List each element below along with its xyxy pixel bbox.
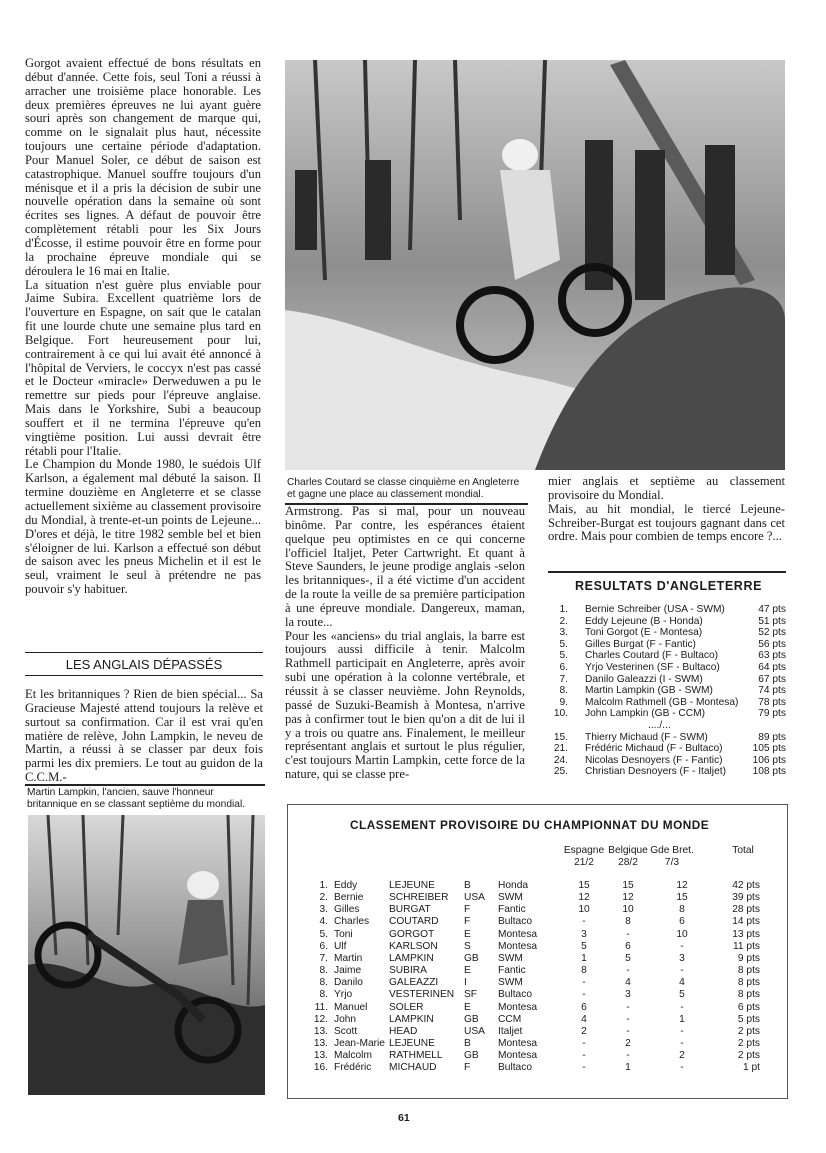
results-rank: 8.: [559, 685, 568, 697]
results-name: Toni Gorgot (E - Montesa): [585, 627, 703, 639]
result-spain: -: [582, 916, 586, 928]
rider-last-name: LEJEUNE: [389, 880, 435, 891]
result-britain: 10: [676, 928, 688, 940]
result-belgium: 2: [625, 1037, 631, 1049]
result-belgium: 4: [625, 977, 631, 989]
column-header-date: 7/3: [664, 856, 680, 868]
result-britain: 15: [676, 892, 688, 904]
results-rank: 7.: [559, 673, 568, 685]
result-spain: -: [582, 1050, 586, 1062]
result-britain: -: [680, 940, 684, 952]
standings-total: 6 pts: [737, 1001, 760, 1013]
results-points: 56 pts: [758, 638, 786, 650]
rider-nationality: F: [464, 1062, 471, 1074]
rider-last-name: COUTARD: [389, 916, 439, 928]
paragraph: Le Champion du Monde 1980, le suédois Ulf Karlson, a également mal débuté la saison. Il termine douzième en Angleterre et se classe actuellement sixième au classement provisoire du Mondial, à trente-et-un points de Lejeune... D'ores et déjà, le titre 1982 semble bel et bien s'éloigner de lui. Karlson a effectué son début de saison avec les pneus Michelin et il est le seul, vraiment le seul à prétendre ne pas pouvoir s'y habituer.: [25, 457, 261, 597]
rider-last-name: MICHAUD: [389, 1062, 437, 1074]
rider-last-name: RATHMELL: [389, 1050, 443, 1062]
result-spain: 12: [578, 892, 590, 904]
result-britain: -: [680, 1037, 684, 1049]
result-belgium: 8: [625, 916, 631, 928]
column-header-label: Total: [732, 845, 754, 856]
results-name: Gilles Burgat (F - Fantic): [585, 638, 696, 650]
standings-position: 11.: [314, 1001, 328, 1013]
results-name: Martin Lampkin (GB - SWM): [585, 685, 713, 697]
result-spain: 8: [581, 965, 587, 977]
results-rank: 9.: [559, 696, 568, 708]
standings-position: 13.: [313, 1037, 328, 1049]
results-row: [548, 755, 786, 767]
rider-make: SWM: [498, 892, 523, 904]
results-name: Frédéric Michaud (F - Bultaco): [585, 743, 723, 755]
results-rank: 1.: [559, 604, 568, 615]
rider-first-name: Gilles: [334, 904, 360, 916]
standings-total: 8 pts: [737, 989, 760, 1001]
results-row: [548, 720, 786, 732]
result-spain: 5: [581, 940, 587, 952]
standings-row: [288, 1002, 787, 1014]
column-header-label: Belgique: [608, 845, 648, 856]
rider-make: Honda: [498, 880, 529, 891]
results-name: Thierry Michaud (F - SWM): [585, 731, 708, 743]
result-britain: 1: [679, 1013, 685, 1025]
result-spain: 15: [578, 880, 590, 891]
rider-first-name: John: [334, 1013, 357, 1025]
rider-first-name: Bernie: [334, 892, 364, 904]
rider-first-name: Danilo: [334, 977, 363, 989]
paragraph: Et les britanniques ? Rien de bien spécial... Sa Gracieuse Majesté attend toujours la relève et surtout sa confirmation. Car il est vrai qu'en matière de relève, John Lampkin, le neveu de Martin, a réussi à se classer par deux fois parmi les dix premiers. Le tout au guidon de la C.C.M.-: [25, 687, 263, 785]
column-header-label: Espagne: [563, 845, 605, 856]
results-points: 64 pts: [758, 661, 786, 673]
results-list: [548, 604, 786, 778]
rider-nationality: B: [464, 880, 471, 891]
standings-position: 4.: [319, 916, 328, 928]
rider-make: Fantic: [498, 965, 526, 977]
results-row: [548, 650, 786, 662]
results-ellipsis: ..../...: [648, 719, 671, 731]
rider-first-name: Scott: [334, 1025, 358, 1037]
rider-make: Montesa: [498, 940, 538, 952]
results-points: 47 pts: [758, 604, 786, 615]
rider-nationality: E: [464, 928, 471, 940]
results-points: 52 pts: [758, 627, 786, 639]
photo-martin-lampkin: [28, 815, 265, 1095]
standings-total: 9 pts: [737, 952, 760, 964]
rider-last-name: VESTERINEN: [389, 989, 455, 1001]
results-row: [548, 627, 786, 639]
result-belgium: 6: [625, 940, 631, 952]
result-spain: 10: [578, 904, 590, 916]
rider-last-name: KARLSON: [389, 940, 438, 952]
result-spain: -: [582, 1062, 586, 1074]
result-belgium: 15: [622, 880, 634, 891]
standings-position: 1.: [319, 880, 328, 891]
paragraph: mier anglais et septième au classement provisoire du Mondial.: [548, 474, 785, 502]
results-points: 74 pts: [758, 685, 786, 697]
standings-position: 12.: [313, 1013, 328, 1025]
results-name: Nicolas Desnoyers (F - Fantic): [585, 754, 723, 766]
rider-last-name: LAMPKIN: [389, 1013, 434, 1025]
standings-row: [288, 977, 787, 989]
result-belgium: 10: [622, 904, 634, 916]
result-spain: 1: [581, 952, 587, 964]
rider-last-name: SOLER: [389, 1001, 424, 1013]
result-britain: 12: [676, 880, 688, 891]
rider-nationality: F: [464, 904, 471, 916]
rider-make: Bultaco: [498, 1062, 532, 1074]
rider-last-name: SCHREIBER: [389, 892, 449, 904]
result-britain: 5: [679, 989, 685, 1001]
results-rank: 25.: [553, 766, 568, 778]
result-spain: -: [582, 977, 586, 989]
result-britain: -: [680, 1025, 684, 1037]
rider-make: Montesa: [498, 1001, 538, 1013]
standings-total: 8 pts: [737, 977, 760, 989]
standings-row: [288, 892, 787, 904]
results-rank: 10.: [553, 708, 568, 720]
standings-column-header: [713, 845, 773, 857]
column-3-text: [548, 475, 785, 544]
photo-charles-coutard: [285, 60, 785, 470]
rider-last-name: SUBIRA: [389, 965, 427, 977]
standings-total: 1 pt: [743, 1062, 760, 1074]
standings-position: 6.: [319, 940, 328, 952]
rider-make: Bultaco: [498, 916, 532, 928]
standings-total: 13 pts: [732, 928, 760, 940]
results-rank: 6.: [559, 661, 568, 673]
results-row: [548, 766, 786, 778]
rider-last-name: LEJEUNE: [389, 1037, 435, 1049]
rider-first-name: Jean-Marie: [334, 1037, 385, 1049]
results-row: [548, 743, 786, 755]
results-name: Charles Coutard (F - Bultaco): [585, 650, 719, 662]
standings-total: 11 pts: [733, 940, 760, 952]
result-britain: -: [680, 1001, 684, 1013]
rider-nationality: SF: [464, 989, 478, 1001]
standings-position: 8.: [319, 989, 328, 1001]
standings-row: [288, 953, 787, 965]
rider-first-name: Toni: [334, 928, 353, 940]
rider-nationality: B: [464, 1037, 471, 1049]
rider-make: Bultaco: [498, 989, 532, 1001]
standings-total: 2 pts: [737, 1037, 760, 1049]
column-2-text: [285, 505, 525, 782]
results-rank: 5.: [559, 650, 568, 662]
column-header-label: Gde Bret.: [650, 845, 694, 856]
results-name: Danilo Galeazzi (I - SWM): [585, 673, 703, 685]
rider-last-name: GORGOT: [389, 928, 435, 940]
standings-total: 8 pts: [737, 965, 760, 977]
rider-nationality: USA: [464, 892, 485, 904]
rider-first-name: Charles: [334, 916, 370, 928]
rider-make: SWM: [498, 977, 523, 989]
rider-nationality: S: [464, 940, 471, 952]
column-header-date: 28/2: [618, 856, 638, 868]
standings-total: 39 pts: [732, 892, 760, 904]
result-britain: 3: [679, 952, 685, 964]
results-name: Christian Desnoyers (F - Italjet): [585, 766, 726, 778]
standings-row: [288, 941, 787, 953]
result-spain: -: [582, 1037, 586, 1049]
results-row: [548, 662, 786, 674]
standings-total: 2 pts: [737, 1050, 760, 1062]
standings-total: 28 pts: [732, 904, 760, 916]
standings-position: 3.: [319, 904, 328, 916]
result-belgium: -: [626, 928, 630, 940]
standings-column-header: [642, 845, 702, 869]
results-name: Malcolm Rathmell (GB - Montesa): [585, 696, 739, 708]
rider-last-name: GALEAZZI: [389, 977, 439, 989]
standings-total: 5 pts: [737, 1013, 760, 1025]
paragraph: Armstrong. Pas si mal, pour un nouveau binôme. Par contre, les espérances étaient quelque peu optimistes en ce qui concerne l'officiel Italjet, Peter Cartwright. Et quant à Steve Saunders, le jeune prodige anglais -selon les britanniques-, il a été victime d'un accident de la route la veille de sa première participation à une épreuve mondiale. Dangereux, maman, la route...: [285, 504, 525, 629]
results-points: 67 pts: [758, 673, 786, 685]
result-spain: 6: [581, 1001, 587, 1013]
rider-nationality: GB: [464, 952, 479, 964]
results-name: John Lampkin (GB - CCM): [585, 708, 706, 720]
standings-total: 42 pts: [732, 880, 760, 891]
rider-make: Fantic: [498, 904, 526, 916]
rider-first-name: Malcolm: [334, 1050, 372, 1062]
results-name: Yrjo Vesterinen (SF - Bultaco): [585, 661, 720, 673]
results-rank: 2.: [559, 615, 568, 627]
result-spain: 3: [581, 928, 587, 940]
results-name: Eddy Lejeune (B - Honda): [585, 615, 703, 627]
column-1-text: [25, 57, 261, 597]
page-number: 61: [398, 1112, 410, 1124]
result-britain: -: [680, 1062, 684, 1074]
result-britain: 8: [679, 904, 685, 916]
standings-position: 5.: [319, 928, 328, 940]
result-belgium: -: [626, 1013, 630, 1025]
standings-position: 8.: [319, 977, 328, 989]
results-rank: 5.: [559, 638, 568, 650]
rider-nationality: E: [464, 965, 471, 977]
paragraph: Mais, au hit mondial, le tiercé Lejeune-Schreiber-Burgat est toujours gagnant dans cet ordre. Mais pour combien de temps encore ?...: [548, 501, 785, 544]
results-points: 63 pts: [758, 650, 786, 662]
rider-first-name: Eddy: [334, 880, 358, 891]
result-belgium: 1: [625, 1062, 631, 1074]
result-spain: 4: [581, 1013, 587, 1025]
rider-first-name: Yrjo: [334, 989, 353, 1001]
rider-nationality: E: [464, 1001, 471, 1013]
standings-row: [288, 929, 787, 941]
rider-last-name: LAMPKIN: [389, 952, 434, 964]
result-belgium: -: [626, 1001, 630, 1013]
rider-nationality: F: [464, 916, 471, 928]
rider-first-name: Martin: [334, 952, 363, 964]
section-subheading: LES ANGLAIS DÉPASSÉS: [25, 652, 263, 676]
standings-position: 13.: [313, 1025, 328, 1037]
standings-position: 16.: [313, 1062, 328, 1074]
result-britain: 4: [679, 977, 685, 989]
results-points: 106 pts: [752, 754, 786, 766]
standings-row: [288, 989, 787, 1001]
results-rank: 21.: [553, 743, 568, 755]
results-rank: 24.: [553, 754, 568, 766]
results-title: RESULTATS D'ANGLETERRE: [575, 579, 763, 593]
result-belgium: -: [626, 1025, 630, 1037]
caption-rule: [25, 784, 265, 786]
results-row: [548, 697, 786, 709]
results-row: [548, 674, 786, 686]
rider-nationality: I: [464, 977, 467, 989]
paragraph: Gorgot avaient effectué de bons résultats en début d'année. Cette fois, seul Toni a réussi à arracher une troisième place honorable. Les deux premières épreuves ne lui ayant guère souri après son changement de marque qui, comme on le signalait plus haut, nécessite toujours une certaine période d'adaptation. Pour Manuel Soler, ce début de saison est catastrophique. Manuel souffre toujours d'un ménisque et il a pris la décision de subir une nouvelle opération dans la semaine où sont écrites ses lignes. A défaut de pouvoir être complètement rétabli pour les Six Jours d'Écosse, il estime pouvoir être en forme pour la prochaine épreuve mondiale qui se déroulera le 16 mai en Italie.: [25, 56, 261, 278]
results-row: [548, 616, 786, 628]
standings-total: 14 pts: [732, 916, 760, 928]
rider-first-name: Manuel: [334, 1001, 368, 1013]
rider-nationality: GB: [464, 1013, 479, 1025]
standings-position: 8.: [319, 965, 328, 977]
rider-nationality: GB: [464, 1050, 479, 1062]
results-row: [548, 685, 786, 697]
standings-row: [288, 1014, 787, 1026]
rider-make: Montesa: [498, 1050, 538, 1062]
result-spain: -: [582, 989, 586, 1001]
standings-title: CLASSEMENT PROVISOIRE DU CHAMPIONNAT DU MONDE: [350, 818, 710, 832]
rider-first-name: Ulf: [334, 940, 347, 952]
result-belgium: -: [626, 1050, 630, 1062]
standings-row: [288, 880, 787, 892]
rider-make: SWM: [498, 952, 523, 964]
results-points: 89 pts: [758, 731, 786, 743]
results-row: [548, 639, 786, 651]
standings-row: [288, 1038, 787, 1050]
standings-row: [288, 1026, 787, 1038]
standings-position: 2.: [319, 892, 328, 904]
photo-caption-lampkin: Martin Lampkin, l'ancien, sauve l'honneur britannique en se classant septième du mondial.: [27, 787, 246, 810]
rider-make: CCM: [498, 1013, 522, 1025]
standings-total: 2 pts: [737, 1025, 760, 1037]
results-rule: [548, 571, 786, 573]
column-header-date: 21/2: [574, 856, 594, 868]
rider-last-name: HEAD: [389, 1025, 418, 1037]
column-1-text-continued: [25, 688, 263, 785]
photo-caption-coutard: Charles Coutard se classe cinquième en Angleterre et gagne une place au classement mondial.: [287, 477, 520, 500]
result-britain: 6: [679, 916, 685, 928]
standings-row: [288, 1050, 787, 1062]
standings-row: [288, 916, 787, 928]
standings-box: [287, 804, 788, 1099]
results-points: 78 pts: [758, 696, 786, 708]
standings-row: [288, 904, 787, 916]
results-points: 51 pts: [758, 615, 786, 627]
results-points: 105 pts: [752, 743, 786, 755]
results-row: [548, 732, 786, 744]
result-belgium: 12: [622, 892, 634, 904]
standings-position: 13.: [313, 1050, 328, 1062]
paragraph: Pour les «anciens» du trial anglais, la barre est toujours aussi difficile à tenir. Malcolm Rathmell participait en Angleterre, après avoir subi une opération à la colonne vertébrale, et réussit à se classer neuvième. John Reynolds, passé de Suzuki-Beamish à Montesa, n'arrive pas à confirmer tout le bien qu'on a dit de lui il y a trois ou quatre ans. Finalement, le meilleur représentant anglais et surtout le plus régulier, c'est toujours Martin Lampkin, cette force de la nature, qui se classe pre-: [285, 628, 525, 782]
result-britain: -: [680, 965, 684, 977]
rider-make: Montesa: [498, 1037, 538, 1049]
results-row: [548, 708, 786, 720]
result-belgium: -: [626, 965, 630, 977]
standings-row: [288, 1062, 787, 1074]
rider-nationality: USA: [464, 1025, 485, 1037]
results-rank: 15.: [553, 731, 568, 743]
rider-first-name: Jaime: [334, 965, 362, 977]
rider-make: Montesa: [498, 928, 538, 940]
results-rank: 3.: [559, 627, 568, 639]
results-points: 79 pts: [758, 708, 786, 720]
paragraph: La situation n'est guère plus enviable pour Jaime Subira. Excellent quatrième lors de l'ouverture en Espagne, on sait que le catalan fit une lourde chute une semaine plus tard en Belgique. Fort heureusement pour lui, contrairement à ce qui lui avait été annoncé à l'hôpital de Verviers, le coccyx n'est pas cassé et le Docteur «miracle» Derweduwen a pu le remettre sur pieds pour l'épreuve anglaise. Mais dans le Yorkshire, Subi a beaucoup souffert et il ne termina l'épreuve qu'en vingtième position. Lui aussi devrait être rétabli pour l'Italie.: [25, 277, 261, 458]
result-belgium: 3: [625, 989, 631, 1001]
result-britain: 2: [679, 1050, 685, 1062]
result-spain: 2: [581, 1025, 587, 1037]
results-name: Bernie Schreiber (USA - SWM): [585, 604, 725, 615]
rider-last-name: BURGAT: [389, 904, 431, 916]
standings-position: 7.: [319, 952, 328, 964]
result-belgium: 5: [625, 952, 631, 964]
rider-make: Italjet: [498, 1025, 523, 1037]
standings-row: [288, 965, 787, 977]
results-points: 108 pts: [752, 766, 786, 778]
rider-first-name: Frédéric: [334, 1062, 372, 1074]
results-row: [548, 604, 786, 616]
